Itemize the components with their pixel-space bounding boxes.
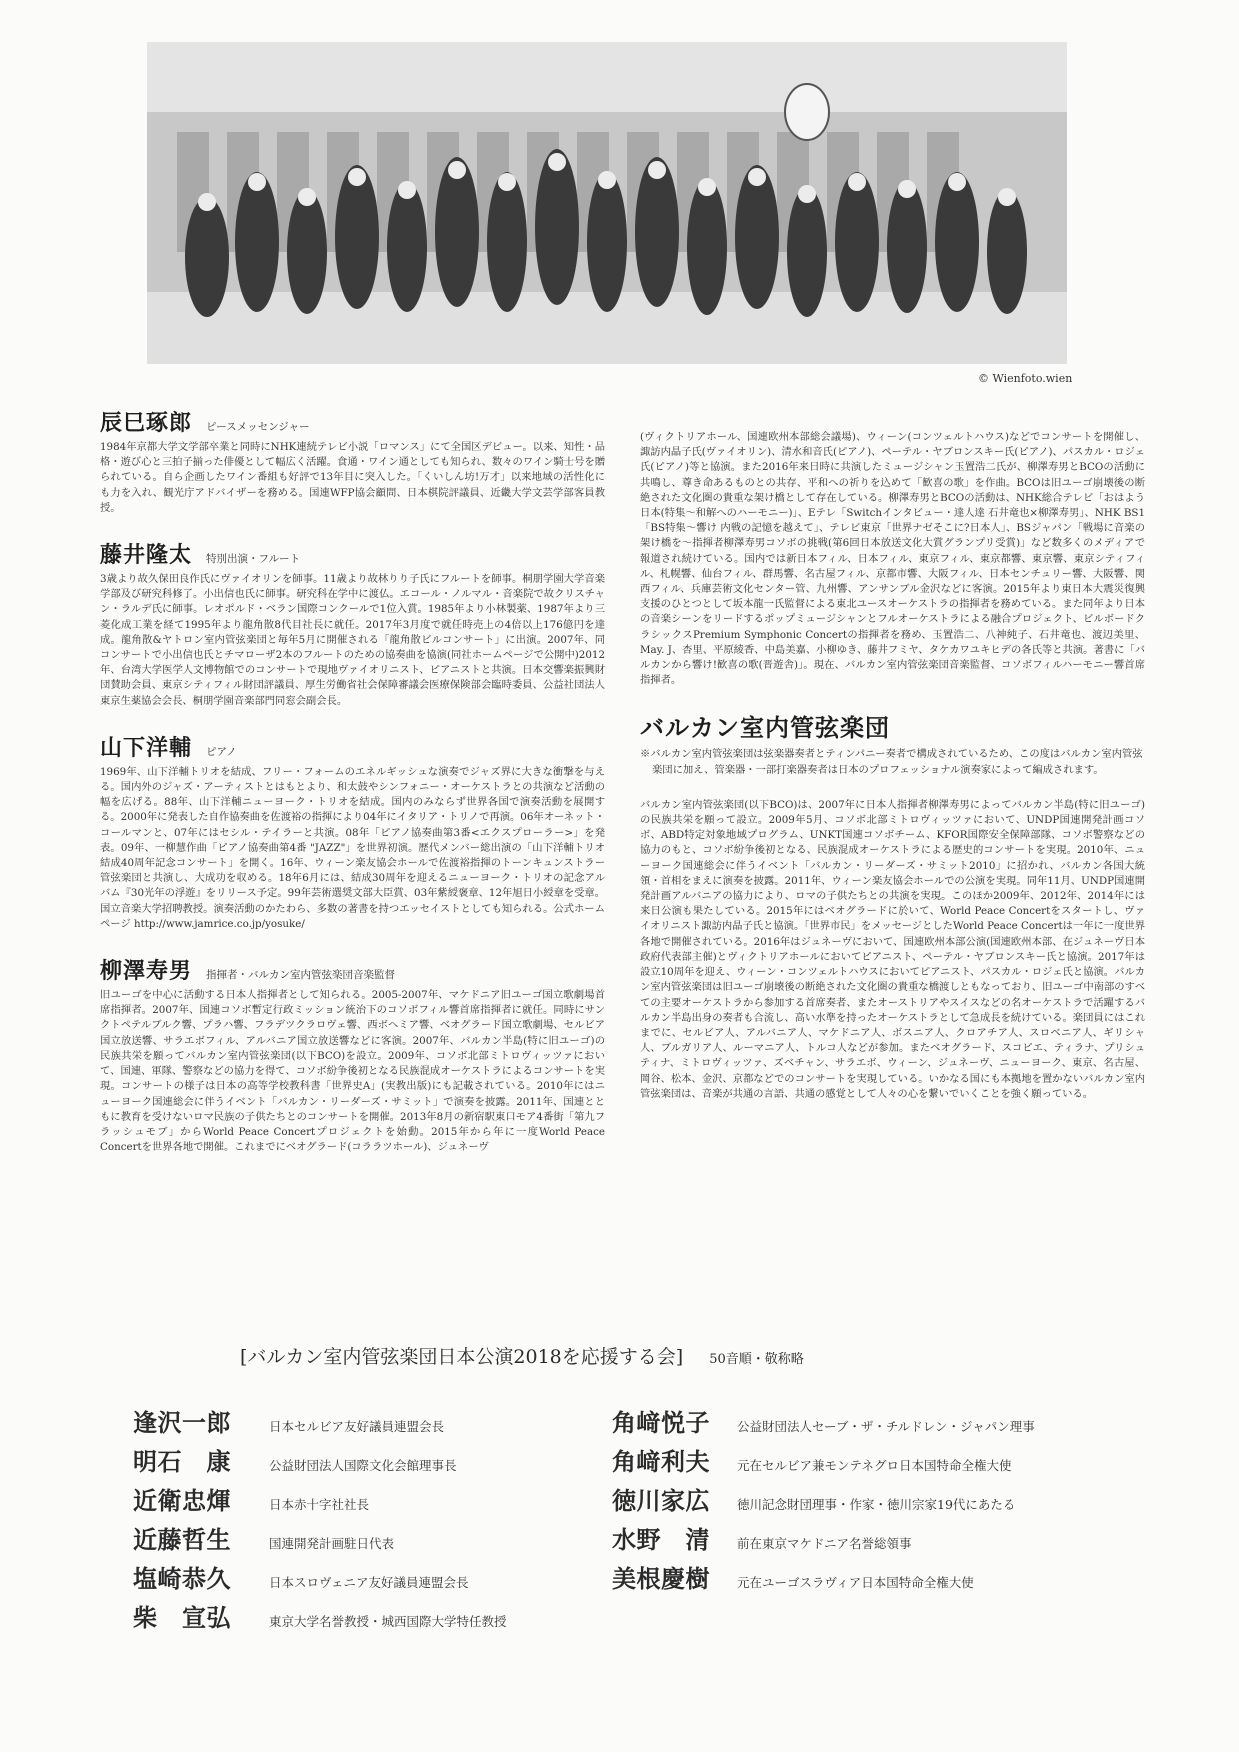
bio-yamashita xyxy=(100,731,605,932)
orchestra-text: バルカン室内管弦楽団(以下BCO)は、2007年に日本人指揮者柳澤寿男によってバルカン半島(特に旧ユーゴ)の民族共栄を願って設立。2009年5月、コソボ北部ミトロヴィッツァにおいて、UNDP国連開発計画コソボ、ABD特定対象地域プログラム、UNKT国連コソボチーム、KFOR国際安全保障部隊、コソボ警察などの協力のもと、コソボ紛争後初となる、民族混成オーケストラによる歴史的コンサートを実現。2010年、ニューヨーク国連総会に伴うイベント「バルカン・リーダーズ・サミット2010」に招かれ、バルカン各国大統領・首相をまえに演奏を披露。2011年、ウィーン楽友協会ホールでの公演を実現。同年11月、UNDP国連開発計画アルバニアの協力により、ロマの子供たちとの共演を実現。このほか2009年、2012年、2014年には来日公演も果たしている。2015年にはベオグラードに於いて、World Peace Concertをスタートし、ヴァイオリニスト諏訪内晶子氏と協演。「世界市民」をメッセージとしたWorld Peace Concertは一年に一度世界各地で開催されている。2016年はジュネーヴにおいて、国連欧州本部公演(国連欧州本部、在ジュネーヴ日本政府代表部主催)とヴィクトリアホールにおいてピアニスト、ペーテル・ヤブロンスキー氏と協演。2017年は設立10周年を迎え、ウィーン・コンツェルトハウスにおいてピアニスト、パスカル・ロジェ氏と協演。バルカン室内管弦楽団は旧ユーゴ崩壊後の断絶された文化圏の貴重な橋渡しともなっており、旧ユーゴ中南部のすべての主要オーケストラから参加する首席奏者、またオーストリアやスイスなどの名オーケストラで活躍するバルカン半島出身の奏者も合流し、高い水準を持ったオーケストラとして急成長を続けている。楽団員にはこれまでに、セルビア人、アルバニア人、マケドニア人、ボスニア人、クロアチア人、スロベニア人、ギリシャ人、ブルガリア人、ルーマニア人、トルコ人などが参加。またベオグラード、スコピエ、ティラナ、プリシュティナ、ミトロヴィッツァ、ズベチャン、サラエボ、ウィーン、ジュネーヴ、ニューヨーク、東京、名古屋、岡谷、松本、金沢、京都などでのコンサートを実現している。いかなる国にも本拠地を置かないバルカン室内管弦楽団は、音楽が共通の言語、共通の感覚として人々の心を繋いでいくことを強く願っている。 xyxy=(640,798,1145,1100)
bio-name: 辰巳琢郎 xyxy=(100,410,193,436)
supporters-list-right xyxy=(612,1403,1035,1598)
supporter-title: 元在ユーゴスラヴィア日本国特命全権大使 xyxy=(737,1575,974,1590)
supporter-title: 日本セルビア友好議員連盟会長 xyxy=(269,1419,445,1434)
bio-yanagisawa-continued: (ヴィクトリアホール、国連欧州本部総会議場)、ウィーン(コンツェルトハウス)などでコンサートを開催し、諏訪内晶子氏(ヴァイオリン)、清水和音氏(ピアノ)、ペーテル・ヤブロンスキー氏(ピアノ)、パスカル・ロジェ氏(ピアノ)等と協演。また2016年来日時に共演したミュージシャン玉置浩二氏が、柳澤寿男とBCOの活動に共鳴し、尊き命あるものとの共存、平和への祈りを込めて「歓喜の歌」を作曲。BCOは旧ユーゴ崩壊後の断絶された文化圏の貴重な架け橋として存在している。柳澤寿男とBCOの活動は、NHK総合テレビ「おはよう日本(特集〜和解へのハーモニー)」、Eテレ「Switchインタビュー・達人達 石井竜也×柳澤寿男」、NHK BS1「BS特集〜響け 内戦の記憶を越えて」、テレビ東京「世界ナゼそこに?日本人」、BSジャパン「戦場に音楽の架け橋を〜指揮者柳澤寿男コソボの挑戦(第6回日本放送文化大賞グランプリ受賞)」など数多くのメディアで報道され続けている。国内では新日本フィル、日本フィル、東京フィル、東京都響、東京響、東京シティフィル、札幌響、仙台フィル、群馬響、名古屋フィル、京都市響、大阪フィル、日本センチュリー響、大阪響、関西フィル、兵庫芸術文化センター管、九州響、アンサンブル金沢などに客演。2015年より東日本大震災復興支援のひとつとして坂本龍一氏監督による東北ユースオーケストラの指揮者を務めている。また同年より日本の音楽シーンをリードするポップミュージシャンとフルオーケストラによる融合プロジェクト、ビルボードクラシックスPremium Symphonic Concertの指揮者を務め、玉置浩二、八神純子、石井竜也、渡辺美里、May. J、杏里、平原綾香、中島美嘉、小柳ゆき、藤井フミヤ、タケカワユキヒデの各氏等と共演。著書に「バルカンから響け!歓喜の歌(晋遊舎)」。現在、バルカン室内管弦楽団音楽監督、コソボフィルハーモニー響首席指揮者。 xyxy=(640,431,1145,687)
orchestra-note: ※バルカン室内管弦楽団は弦楽器奏者とティンパニー奏者で構成されているため、この度はバルカン室内管弦楽団に加え、管楽器・一部打楽器奏者は日本のプロフェッショナル演奏家によって編成されます。 xyxy=(640,748,1143,776)
supporter-name: 水野 清 xyxy=(612,1525,710,1554)
supporter-title: 公益財団法人国際文化会館理事長 xyxy=(269,1458,457,1473)
bio-role: ピースメッセンジャー xyxy=(206,421,310,433)
orchestra-photo xyxy=(147,42,1067,364)
right-column xyxy=(640,430,1145,1102)
supporter-title: 日本赤十字社社長 xyxy=(269,1497,370,1512)
supporter-item xyxy=(133,1598,507,1637)
orchestra-title: バルカン室内管弦楽団 xyxy=(640,713,890,743)
bio-fujii xyxy=(100,538,605,709)
supporter-title: 元在セルビア兼モンテネグロ日本国特命全権大使 xyxy=(737,1458,1012,1473)
supporters-heading xyxy=(240,1342,804,1369)
bio-yanagisawa xyxy=(100,954,605,1155)
bio-text: 3歳より故久保田良作氏にヴァイオリンを師事。11歳より故林りり子氏にフルートを師事。桐朋学園大学音楽学部及び研究科修了。小出信也氏に師事。研究科在学中に渡仏。エコール・ノルマル・音楽院で故クリスチャン・ラルデ氏に師事。レオポルド・ベラン国際コンクールで1位入賞。1985年より小林製薬、1987年より三菱化成工業を経て1995年より龍角散8代目社長に就任。2017年3月度で就任時売上の4倍以上176億円を達成。龍角散&ヤトロン室内管弦楽団と毎年5月に開催される「龍角散ビルコンサート」に出演。2007年、同コンサートで小出信也氏とチマローザ2本のフルートのための協奏曲を協演(同社ホームページで公開中)2012年、台湾大学医学人文博物館でのコンサートで現地ヴァイオリニスト、ピアニストと共演。日本交響楽振興財団賛助会員、東京シティフィル財団評議員、厚生労働省社会保障審議会医療保険部会臨時委員、公益社団法人東京生薬協会会長、桐朋学園音楽部門同窓会副会長。 xyxy=(100,573,605,707)
bio-tatsumi xyxy=(100,406,605,516)
supporter-item xyxy=(133,1442,507,1481)
left-column xyxy=(100,406,605,1177)
bio-name: 藤井隆太 xyxy=(100,542,193,569)
supporter-item xyxy=(133,1403,507,1442)
supporter-name: 角﨑悦子 xyxy=(612,1408,710,1437)
bio-text: 1969年、山下洋輔トリオを結成、フリー・フォームのエネルギッシュな演奏でジャズ界に大きな衝撃を与える。国内外のジャズ・アーティストとはもとより、和太鼓やシンフォニー・オーケストラとの共演など活動の幅を広げる。88年、山下洋輔ニューヨーク・トリオを結成。国内のみならず世界各国で演奏活動を展開する。2000年に発表した自作協奏曲を佐渡裕の指揮により04年にイタリア・トリノで再演。06年オーネット・コールマンと、07年にはセシル・テイラーと共演。08年「ピアノ協奏曲第3番<エクスプローラー>」を発表。09年、一柳慧作曲「ピアノ協奏曲第4番 "JAZZ"」を世界初演。歴代メンバー総出演の「山下洋輔トリオ結成40周年記念コンサート」を開く。16年、ウィーン楽友協会ホールで佐渡裕指揮のトーンキュンストラー管弦楽団と共演し、大成功を収める。18年6月には、結成30周年を迎えるニューヨーク・トリオの記念アルバム『30光年の浮遊』をリリース予定。99年芸術選奨文部大臣賞、03年紫綬褒章、12年旭日小綬章を受章。国立音楽大学招聘教授。演奏活動のかたわら、多数の著書を持つエッセイストとしても知られる。公式ホームページ http://www.jamrice.co.jp/yosuke/ xyxy=(100,765,605,930)
bio-name: 柳澤寿男 xyxy=(100,958,193,985)
supporter-title: 前在東京マケドニア名誉総領事 xyxy=(737,1536,912,1551)
supporter-name: 逢沢一郎 xyxy=(133,1408,231,1437)
photo-credit: © Wienfoto.wien xyxy=(978,372,1073,385)
supporter-title: 公益財団法人セーブ・ザ・チルドレン・ジャパン理事 xyxy=(737,1419,1035,1434)
bio-name: 山下洋輔 xyxy=(100,734,193,761)
supporter-name: 徳川家広 xyxy=(612,1486,710,1515)
supporter-item xyxy=(612,1559,1035,1598)
bio-role: 指揮者・バルカン室内管弦楽団音楽監督 xyxy=(206,969,396,982)
supporters-list-left xyxy=(133,1403,507,1637)
supporter-item xyxy=(133,1559,507,1598)
supporter-name: 近衛忠煇 xyxy=(133,1486,231,1515)
supporter-item xyxy=(133,1481,507,1520)
orchestra-photo-illustration xyxy=(147,42,1067,364)
supporter-name: 近藤哲生 xyxy=(133,1525,231,1554)
supporter-item xyxy=(612,1520,1035,1559)
supporters-title: [バルカン室内管弦楽団日本公演2018を応援する会] xyxy=(240,1346,684,1368)
supporter-title: 国連開発計画駐日代表 xyxy=(269,1536,395,1551)
supporter-title: 日本スロヴェニア友好議員連盟会長 xyxy=(269,1575,469,1590)
supporter-item xyxy=(612,1403,1035,1442)
bio-text: 旧ユーゴを中心に活動する日本人指揮者として知られる。2005-2007年、マケドニア旧ユーゴ国立歌劇場首席指揮者。2007年、国連コソボ暫定行政ミッション統治下のコソボフィル響首席指揮者に就任。同時にサンクトペテルブルク響、プラハ響、フラデツクラロヴェ響、西ボヘミア響、ベオグラード国立歌劇場、セルビア国立放送響、サラエボフィル、アルバニア国立放送響などに客演。2007年、バルカン半島(特に旧ユーゴ)の民族共栄を願ってバルカン室内管弦楽団(以下BCO)を設立。2009年、コソボ北部ミトロヴィッツァにおいて、国連、軍隊、警察などの協力を得て、コソボ紛争後初となる民族混成オーケストラによるコンサートを実現。コンサートの様子は日本の高等学校教科書「世界史A」(実教出版)にも記載されている。2010年にはニューヨーク国連総会に伴うイベント「バルカン・リーダーズ・サミット」で演奏を披露。2011年、国連とともに教育を受けないロマ民族の子供たちとのコンサートを開催。2013年8月の新宿駅東口モア4番街「第九フラッシュモブ」からWorld Peace Concertプロジェクトを始動。2015年から年に一度World Peace Concertを世界各地で開催。これまでにベオグラード(コララツホール)、ジュネーヴ xyxy=(100,989,605,1154)
supporter-item xyxy=(612,1442,1035,1481)
supporter-name: 角﨑利夫 xyxy=(612,1447,710,1476)
supporter-item xyxy=(133,1520,507,1559)
supporter-name: 美根慶樹 xyxy=(612,1564,710,1593)
supporter-item xyxy=(612,1481,1035,1520)
supporter-name: 柴 宣弘 xyxy=(133,1603,231,1632)
supporter-title: 東京大学名誉教授・城西国際大学特任教授 xyxy=(269,1614,507,1629)
bio-role: 特別出演・フルート xyxy=(206,553,301,566)
supporters-note: 50音順・敬称略 xyxy=(709,1352,804,1367)
bio-role: ピアノ xyxy=(206,745,237,758)
supporter-name: 塩崎恭久 xyxy=(133,1564,231,1593)
supporter-title: 徳川記念財団理事・作家・徳川宗家19代にあたる xyxy=(737,1497,1016,1512)
supporter-name: 明石 康 xyxy=(133,1447,231,1476)
bio-text: 1984年京都大学文学部卒業と同時にNHK連続テレビ小説「ロマンス」にて全国区デビュー。以来、知性・品格・遊び心と三拍子揃った俳優として幅広く活躍。食通・ワイン通としても知られ、数々のワイン騎士号を贈られている。自ら企画したワイン番組も好評で13年目に突入した。「くいしん坊!万才」以来地域の活性化にも力を入れ、観光庁アドバイザーを務める。国連WFP協会顧問、日本棋院評議員、近畿大学文芸学部客員教授。 xyxy=(100,441,605,514)
